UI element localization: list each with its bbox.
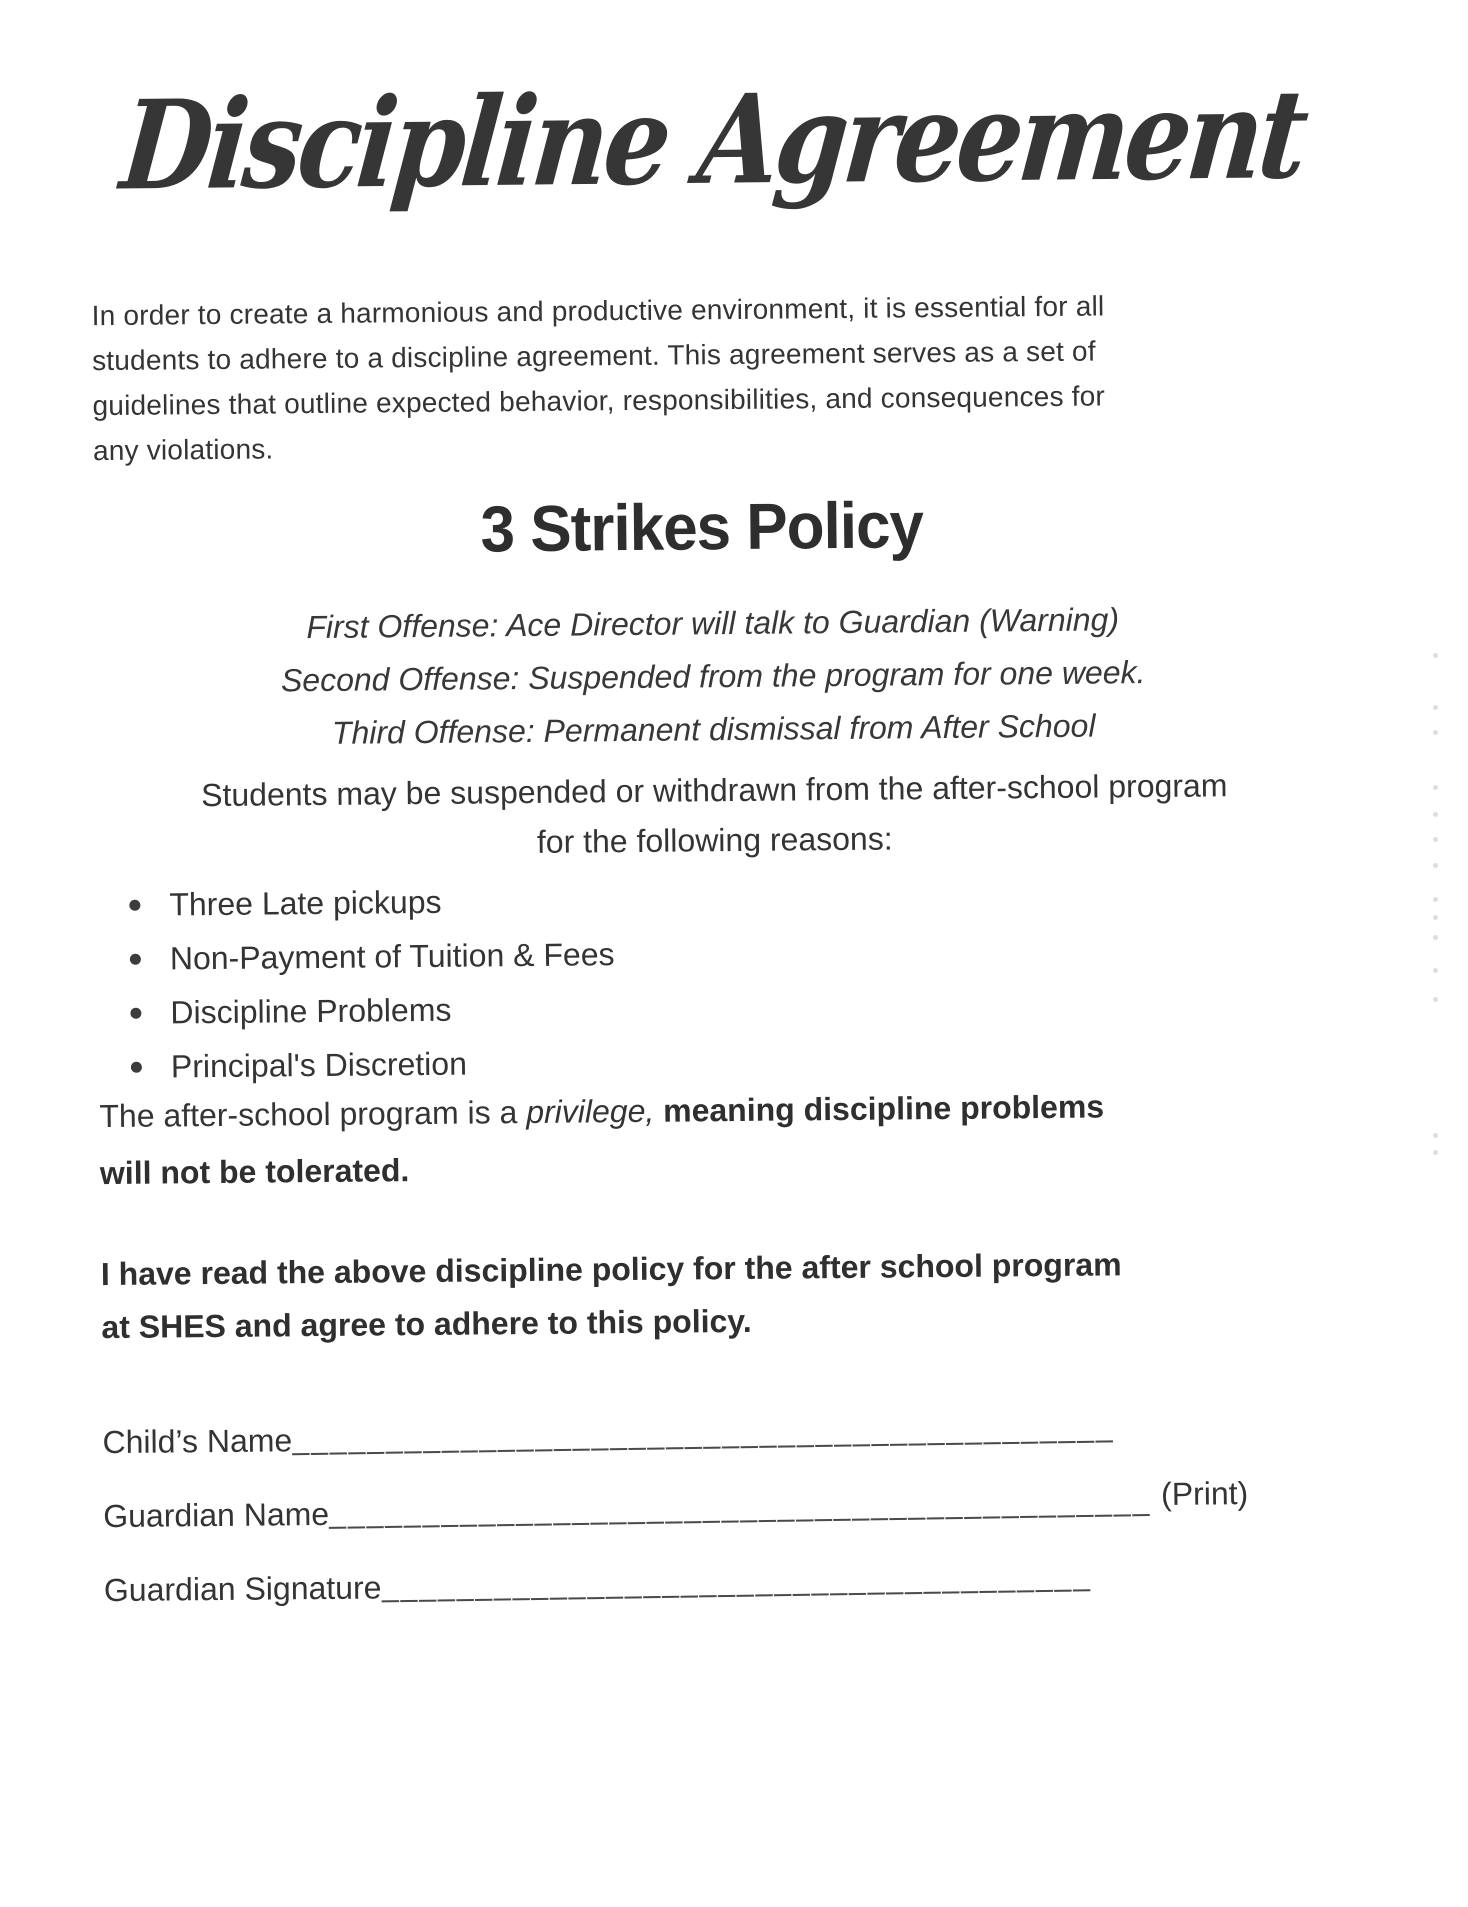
document-title: Discipline Agreement xyxy=(115,61,1311,218)
strikes-policy-heading: 3 Strikes Policy xyxy=(480,489,924,567)
reasons-intro-line: for the following reasons: xyxy=(536,820,893,860)
child-name-line: ____________________________________________ xyxy=(291,1410,1115,1457)
reason-label: Non-Payment of Tuition & Fees xyxy=(169,935,615,976)
intro-line: In order to create a harmonious and productive environment, it is essential for all xyxy=(91,290,1105,332)
intro-line: students to adhere to a discipline agreement. This agreement serves as a set of xyxy=(91,335,1096,377)
intro-line: guidelines that outline expected behavior, responsibilities, and consequences for xyxy=(92,380,1106,422)
offense-list xyxy=(0,590,1428,763)
guardian-name-line: ____________________________________________ xyxy=(328,1484,1152,1530)
privilege-italic-word: privilege, xyxy=(526,1092,655,1131)
privilege-prefix: The after-school program is a xyxy=(99,1094,527,1135)
privilege-bold-text: meaning discipline problems xyxy=(654,1088,1105,1129)
child-name-label: Child’s Name xyxy=(102,1422,293,1461)
guardian-name-row xyxy=(103,1475,1416,1572)
guardian-signature-line: ______________________________________ xyxy=(381,1559,1092,1604)
guardian-name-label: Guardian Name xyxy=(103,1495,330,1535)
third-offense-line: Third Offense: Permanent dismissal from After School xyxy=(331,707,1096,751)
reasons-intro xyxy=(0,758,1429,872)
intro-paragraph xyxy=(91,281,1375,473)
agreement-line: at SHES and agree to adhere to this policy. xyxy=(101,1302,752,1346)
bullet-icon xyxy=(130,1007,141,1018)
reason-label: Principal's Discretion xyxy=(170,1045,468,1084)
reason-label: Three Late pickups xyxy=(169,883,442,922)
bullet-icon xyxy=(130,953,141,964)
guardian-signature-label: Guardian Signature xyxy=(103,1569,382,1609)
bullet-icon xyxy=(129,899,140,910)
reasons-intro-line: Students may be suspended or withdrawn from the after-school program xyxy=(200,767,1228,814)
second-offense-line: Second Offense: Suspended from the program for one week. xyxy=(280,654,1146,699)
signature-section xyxy=(102,1411,1416,1646)
intro-line: any violations. xyxy=(92,433,274,467)
reason-label: Discipline Problems xyxy=(170,991,452,1030)
reasons-bullet-list xyxy=(129,866,1381,1094)
bullet-icon xyxy=(131,1061,142,1072)
agreement-line: I have read the above discipline policy for the after school program xyxy=(100,1246,1122,1293)
guardian-signature-row xyxy=(104,1559,1417,1646)
first-offense-line: First Offense: Ace Director will talk to Guardian (Warning) xyxy=(306,601,1120,646)
agreement-statement xyxy=(101,1236,1384,1354)
print-annotation: (Print) xyxy=(1160,1475,1249,1512)
privilege-bold-line: will not be tolerated. xyxy=(99,1152,410,1192)
privilege-note xyxy=(99,1076,1382,1202)
